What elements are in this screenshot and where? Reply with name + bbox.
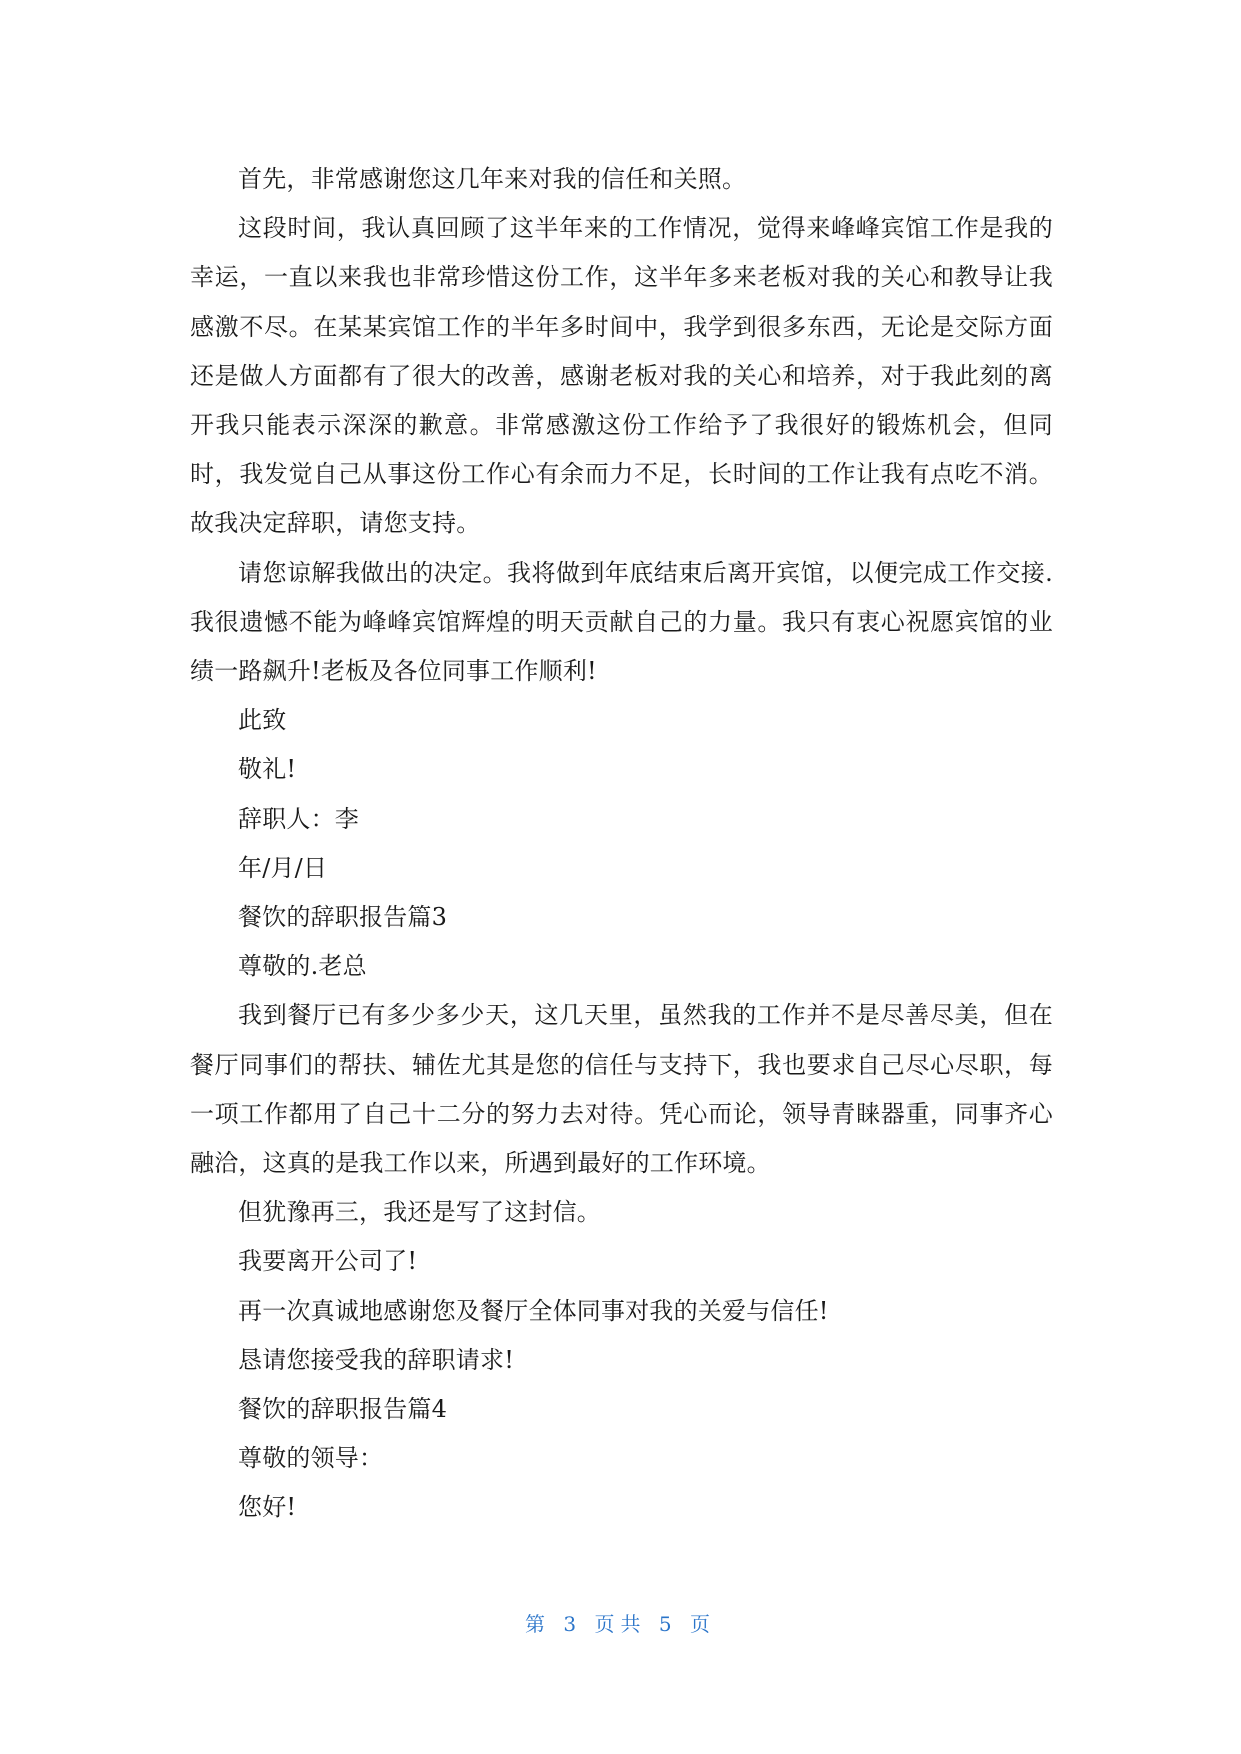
closing-salutation: 此致 [238, 706, 287, 735]
paragraph-thanks: 首先，非常感谢您这几年来对我的信任和关照。 [238, 165, 747, 193]
greeting-boss: 尊敬的.老总 [238, 952, 367, 981]
paragraph-reflection: 这段时间，我认真回顾了这半年来的工作情况，觉得来峰峰宾馆工作是我的幸运，一直以来我也非常珍惜这份工作，这半年多来老板对我的关心和教导让我感激不尽。在某某宾馆工作的半年多时间中，我学到很多东西，无论是交际方面还是做人方面都有了很大的改善，感谢老板对我的关心和培养，对于我此刻的离开我只能表示深深的歉意。非常感激这份工作给予了我很好的锻炼机会，但同时，我发觉自己从事这份工作心有余而力不足，长时间的工作让我有点吃不消。故我决定辞职，请您支持。 [190, 214, 1053, 538]
footer-prefix: 第 [525, 1612, 552, 1636]
section-heading-3: 餐饮的辞职报告篇3 [238, 903, 448, 932]
footer-page-number: 3 [563, 1612, 583, 1636]
footer-suffix: 页 [689, 1612, 716, 1636]
footer-middle: 页共 [594, 1612, 647, 1636]
closing-regards: 敬礼! [238, 755, 297, 784]
paragraph-leaving: 我要离开公司了! [238, 1247, 418, 1276]
greeting-hello: 您好! [238, 1493, 297, 1522]
paragraph-gratitude: 再一次真诚地感谢您及餐厅全体同事对我的关爱与信任! [238, 1296, 829, 1325]
document-body [190, 155, 1053, 1533]
greeting-leader: 尊敬的领导： [238, 1444, 384, 1473]
paragraph-hesitation: 但犹豫再三，我还是写了这封信。 [238, 1198, 601, 1227]
paragraph-request: 请您谅解我做出的决定。我将做到年底结束后离开宾馆，以便完成工作交接.我很遗憾不能为峰峰宾馆辉煌的明天贡献自己的力量。我只有衷心祝愿宾馆的业绩一路飙升!老板及各位同事工作顺利! [190, 558, 1053, 686]
date-line: 年/月/日 [238, 853, 328, 882]
paragraph-accept-request: 恳请您接受我的辞职请求! [238, 1345, 515, 1374]
page-footer [0, 1608, 1241, 1637]
signature-line: 辞职人：李 [238, 804, 359, 833]
section-heading-4: 餐饮的辞职报告篇4 [238, 1395, 448, 1424]
footer-total-pages: 5 [658, 1612, 678, 1636]
paragraph-restaurant: 我到餐厅已有多少多少天，这几天里，虽然我的工作并不是尽善尽美，但在餐厅同事们的帮扶、辅佐尤其是您的信任与支持下，我也要求自己尽心尽职，每一项工作都用了自己十二分的努力去对待。凭心而论，领导青睐器重，同事齐心融洽，这真的是我工作以来，所遇到最好的工作环境。 [190, 1001, 1053, 1178]
